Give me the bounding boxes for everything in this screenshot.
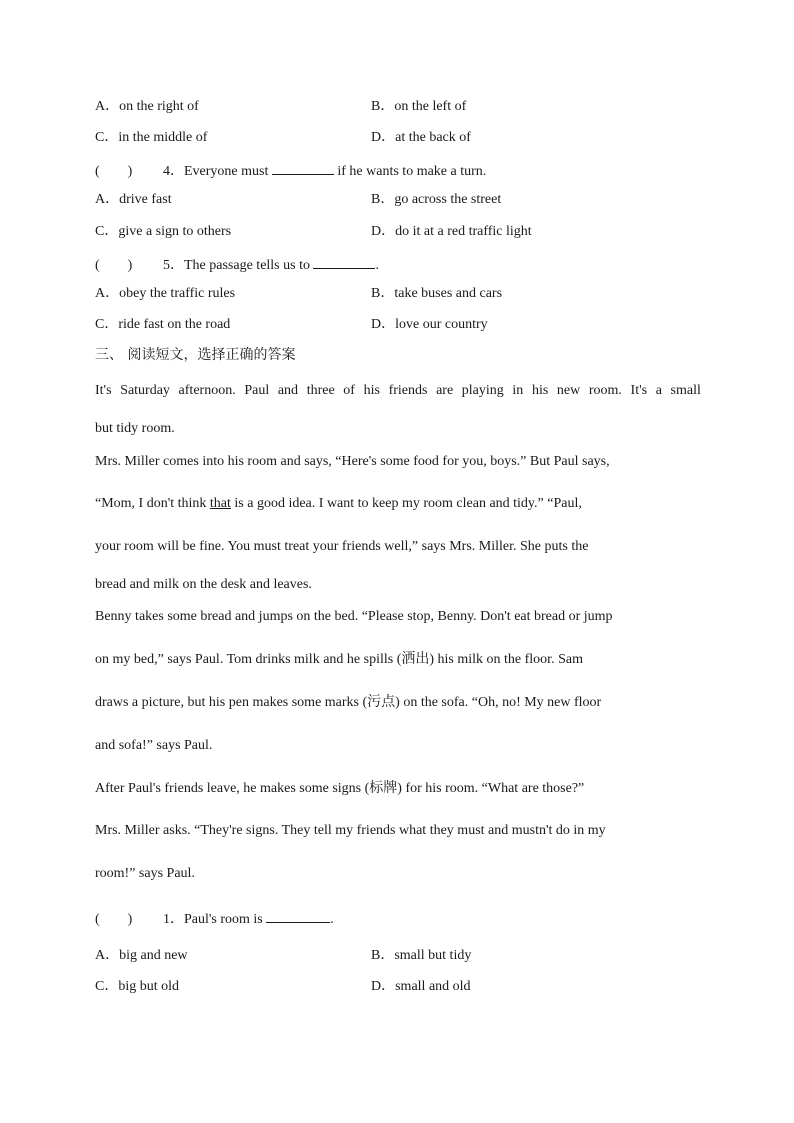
q5-stem-after: . bbox=[375, 258, 379, 273]
passage-line: and sofa!” says Paul. bbox=[95, 738, 213, 753]
q4-answer-blank[interactable] bbox=[272, 161, 334, 175]
passage-line: Mrs. Miller comes into his room and says, “Here's some food for you, boys.” But Paul says, bbox=[95, 454, 610, 469]
q3-option-d: D．at the back of bbox=[371, 130, 471, 145]
passage-line: Mrs. Miller asks. “They're signs. They tell my friends what they must and mustn't do in my bbox=[95, 823, 606, 838]
passage-line: room!” says Paul. bbox=[95, 866, 195, 881]
passage-line-text: It's Saturday afternoon. Paul and three of his friends are playing in his new room. It's a small bbox=[95, 383, 701, 398]
r1-answer-blank[interactable] bbox=[266, 909, 330, 923]
underlined-word: that bbox=[209, 496, 231, 511]
q4-stem-after: if he wants to make a turn. bbox=[337, 164, 487, 179]
q5-stem-before: 5．The passage tells us to bbox=[163, 258, 310, 273]
r1-stem-after: . bbox=[330, 912, 334, 927]
r1-option-b: B．small but tidy bbox=[371, 948, 472, 963]
passage-line bbox=[95, 383, 701, 399]
q4-stem-before: 4．Everyone must bbox=[163, 164, 269, 179]
passage-line: your room will be fine. You must treat your friends well,” says Mrs. Miller. She puts the bbox=[95, 539, 589, 554]
r1-option-c: C．big but old bbox=[95, 979, 180, 994]
q4-option-c: C．give a sign to others bbox=[95, 224, 232, 239]
q5-option-c: C．ride fast on the road bbox=[95, 317, 231, 332]
q5-stem bbox=[95, 255, 379, 274]
q5-option-a: A．obey the traffic rules bbox=[95, 286, 236, 301]
q3-option-b: B．on the left of bbox=[371, 99, 467, 114]
r1-stem bbox=[95, 909, 334, 928]
q5-answer-paren[interactable]: ( ) bbox=[95, 258, 133, 273]
passage-text: is a good idea. I want to keep my room clean and tidy.” “Paul, bbox=[234, 496, 582, 511]
q5-option-d: D．love our country bbox=[371, 317, 488, 332]
passage-line: bread and milk on the desk and leaves. bbox=[95, 577, 312, 592]
q4-option-b: B．go across the street bbox=[371, 192, 502, 207]
r1-answer-paren[interactable]: ( ) bbox=[95, 912, 133, 927]
q4-option-a: A．drive fast bbox=[95, 192, 172, 207]
passage-line: draws a picture, but his pen makes some marks (污点) on the sofa. “Oh, no! My new floor bbox=[95, 695, 602, 710]
q4-stem bbox=[95, 161, 486, 180]
passage-text: “Mom, I don't think bbox=[95, 496, 207, 511]
passage-line: After Paul's friends leave, he makes some signs (标牌) for his room. “What are those?” bbox=[95, 781, 585, 796]
passage-line: Benny takes some bread and jumps on the bed. “Please stop, Benny. Don't eat bread or jump bbox=[95, 609, 613, 624]
r1-stem-before: 1．Paul's room is bbox=[163, 912, 263, 927]
section-heading: 三、 阅读短文，选择正确的答案 bbox=[95, 347, 296, 363]
q5-answer-blank[interactable] bbox=[313, 255, 375, 269]
q5-option-b: B．take buses and cars bbox=[371, 286, 503, 301]
passage-line bbox=[95, 496, 701, 512]
q3-option-c: C．in the middle of bbox=[95, 130, 208, 145]
q4-answer-paren[interactable]: ( ) bbox=[95, 164, 133, 179]
passage-line: but tidy room. bbox=[95, 421, 175, 436]
passage-line: on my bed,” says Paul. Tom drinks milk and he spills (洒出) his milk on the floor. Sam bbox=[95, 652, 583, 667]
q4-option-d: D．do it at a red traffic light bbox=[371, 224, 532, 239]
q3-option-a: A．on the right of bbox=[95, 99, 199, 114]
r1-option-a: A．big and new bbox=[95, 948, 188, 963]
r1-option-d: D．small and old bbox=[371, 979, 471, 994]
